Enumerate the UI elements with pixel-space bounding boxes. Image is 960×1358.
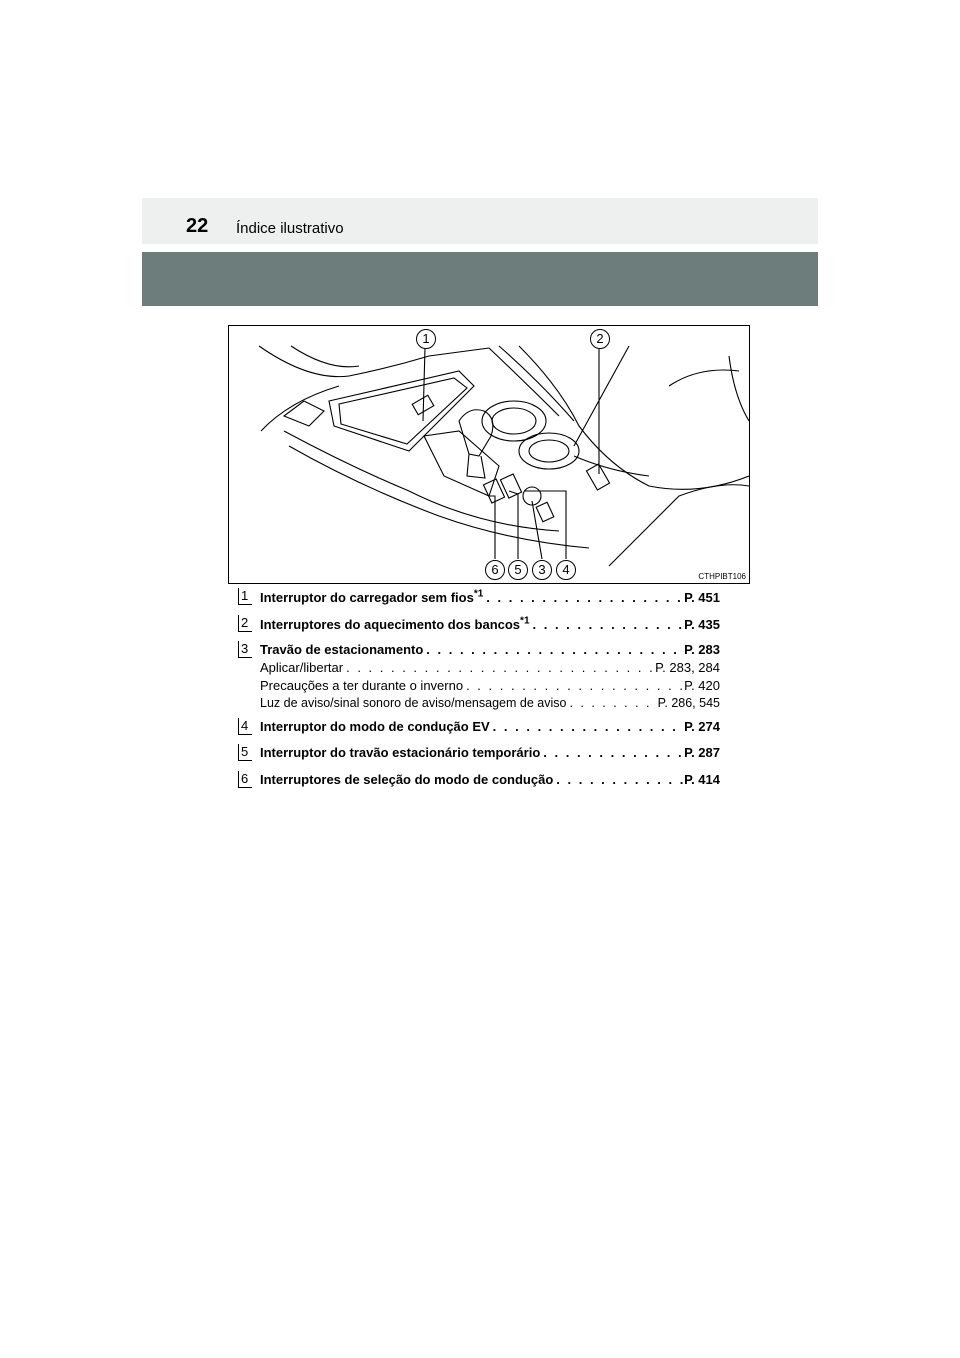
entry-title: Interruptores do aquecimento dos bancos$^{*1}$: [260, 615, 530, 632]
page-reference: P. 274: [684, 719, 720, 734]
charger-tray: [329, 371, 474, 451]
dot-leader: [490, 719, 684, 734]
dash-curve-inner: [291, 346, 359, 367]
entry-number: 4: [238, 718, 252, 735]
shift-stem: [467, 454, 485, 478]
armrest-front: [609, 485, 749, 566]
page-reference: P. 286, 545: [657, 696, 720, 710]
callout-2: 2: [590, 329, 610, 349]
leader-6: [489, 496, 495, 559]
page-reference: P. 283, 284: [655, 660, 720, 675]
dot-leader: [566, 696, 657, 710]
callout-1: 1: [416, 329, 436, 349]
page-reference: P. 451: [684, 590, 720, 605]
dot-leader: [343, 660, 655, 675]
entry-title: Interruptor do carregador sem fios$^{*1}$: [260, 588, 484, 605]
page-reference: P. 435: [684, 617, 720, 632]
entry-number: 6: [238, 771, 252, 788]
entry-title: Travão de estacionamento: [260, 642, 424, 657]
dash-right-edge: [489, 348, 559, 416]
cupholder-front-inner: [529, 440, 569, 462]
left-panel-line: [261, 386, 339, 431]
console-drawing: [229, 326, 750, 584]
leader-4: [524, 491, 566, 559]
callout-6: 6: [485, 560, 505, 580]
entry-title: Interruptores de seleção do modo de condução: [260, 772, 554, 787]
dot-leader: [530, 617, 685, 632]
cupholder-front: [519, 433, 579, 469]
dot-leader: [483, 590, 684, 605]
entry-number: 5: [238, 744, 252, 761]
dot-leader: [553, 772, 684, 787]
callout-5: 5: [508, 560, 528, 580]
page-reference: P. 283: [684, 642, 720, 657]
page-number: 22: [186, 215, 209, 237]
right-seat-edge: [729, 356, 749, 421]
ev-mode-switch: [536, 502, 554, 522]
callout-3: 3: [532, 560, 552, 580]
sub-entry-title: Aplicar/libertar: [260, 660, 344, 675]
page-reference: P. 420: [684, 678, 720, 693]
dot-leader: [540, 745, 684, 760]
figure-code: CTHPIBT106: [698, 572, 746, 581]
section-title: Índice ilustrativo: [236, 220, 344, 237]
console-top-edge: [574, 456, 649, 476]
callout-4: 4: [556, 560, 576, 580]
console-illustration: [228, 325, 750, 584]
left-vent: [284, 401, 324, 426]
cupholder-rear-inner: [492, 408, 536, 434]
dot-leader: [423, 642, 684, 657]
entry-number: 3: [238, 641, 252, 658]
sub-entry-title: Precauções a ter durante o inverno: [260, 678, 464, 693]
entry-title: Interruptor do modo de condução EV: [260, 719, 490, 734]
sub-entry-title: Luz de aviso/sinal sonoro de aviso/mensagem de aviso: [260, 696, 567, 710]
page-reference: P. 414: [684, 772, 720, 787]
dash-right-edge-inner: [499, 346, 574, 421]
entry-number: 2: [238, 615, 252, 632]
armrest-line: [519, 346, 749, 489]
footnote-marker: *1: [520, 615, 530, 627]
seat-front-line: [574, 346, 629, 446]
dot-leader: [463, 678, 684, 693]
page-reference: P. 287: [684, 745, 720, 760]
right-seat-curve: [669, 370, 739, 386]
footnote-marker: *1: [473, 588, 484, 600]
entry-number: 1: [238, 588, 252, 605]
section-banner: [142, 252, 818, 306]
entry-title: Interruptor do travão estacionário temporário: [260, 745, 541, 760]
